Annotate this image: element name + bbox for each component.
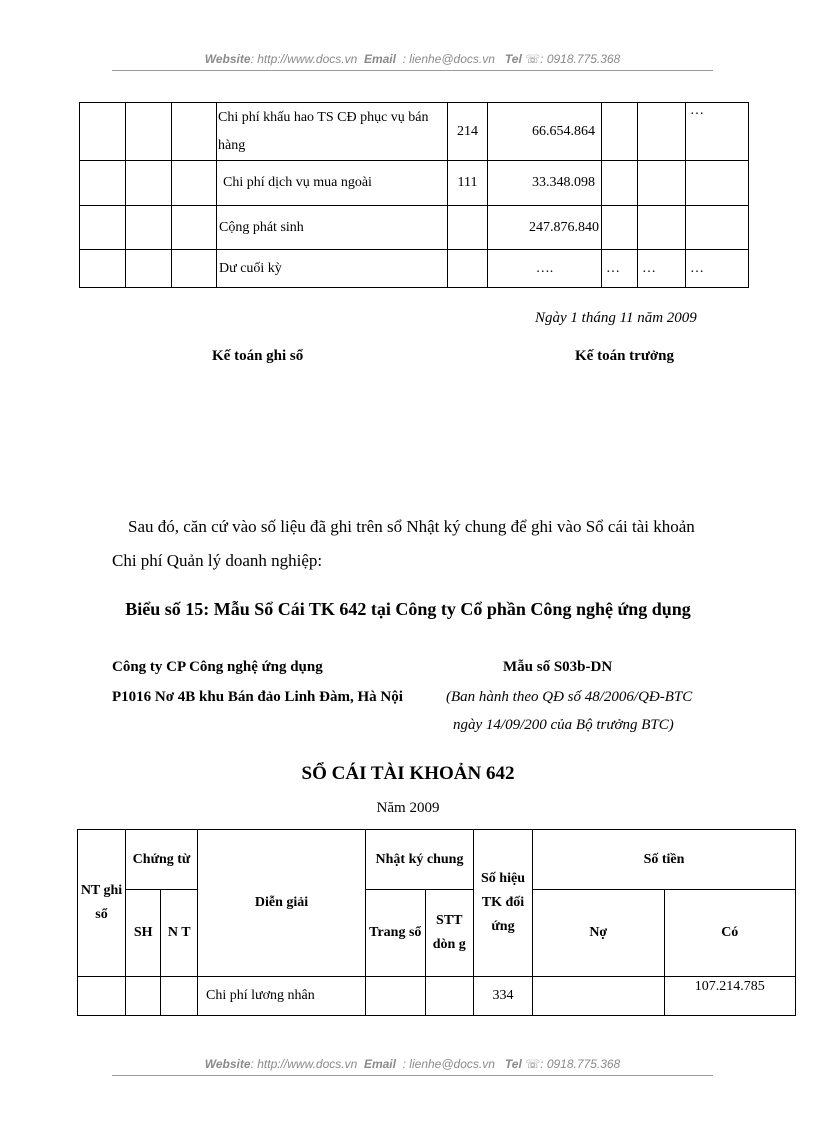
phone-icon: ☏ <box>525 52 541 66</box>
row-extra: … <box>602 250 638 288</box>
company-address: P1016 Nơ 4B khu Bán đảo Linh Đàm, Hà Nội <box>112 689 403 705</box>
table-row <box>80 103 749 161</box>
row-amount: 33.348.098 <box>488 161 602 206</box>
row-account <box>448 250 488 288</box>
form-number: Mẫu số S03b-DN <box>503 659 613 675</box>
row-extra: … <box>686 103 749 161</box>
col-nhat-ky-chung: Nhật ký chung <box>366 830 474 890</box>
website-value[interactable]: : http://www.docs.vn <box>250 52 358 66</box>
form-reference: (Ban hành theo QĐ số 48/2006/QĐ-BTC <box>446 689 693 705</box>
row-amount: 247.876.840 <box>488 206 602 250</box>
page-footer <box>112 1057 713 1071</box>
col-dien-giai: Diễn giải <box>198 830 366 977</box>
phone-icon: ☏ <box>525 1057 541 1071</box>
col-no: Nợ <box>533 890 665 977</box>
header-row <box>78 830 796 890</box>
footer-divider <box>112 1075 713 1076</box>
row-desc: Dư cuối kỳ <box>217 250 448 288</box>
tel-label: Tel <box>504 52 522 66</box>
email-label: Email <box>363 1057 396 1071</box>
email-value[interactable]: : lienhe@docs.vn <box>402 1057 495 1071</box>
row-debit <box>533 977 665 1016</box>
col-sh: SH <box>126 890 161 977</box>
email-label: Email <box>363 52 396 66</box>
row-desc: Cộng phát sinh <box>217 206 448 250</box>
signature-accountant: Kế toán ghi sổ <box>212 348 304 364</box>
table-row <box>80 250 749 288</box>
date-line: Ngày 1 tháng 11 năm 2009 <box>535 310 697 326</box>
row-account <box>448 206 488 250</box>
tel-value: : 0918.775.368 <box>540 1057 621 1071</box>
row-extra: … <box>638 250 686 288</box>
body-paragraph: Sau đó, căn cứ vào số liệu đã ghi trên sổ Nhật ký chung để ghi vào Sổ cái tài khoản Chi phí Quản lý doanh nghiệp: <box>112 517 695 570</box>
row-account: 334 <box>474 977 533 1016</box>
row-desc: Chi phí lương nhân <box>198 977 366 1016</box>
signature-chief-accountant: Kế toán trưởng <box>575 348 674 364</box>
col-so-tien: Số tiền <box>533 830 796 890</box>
email-value[interactable]: : lienhe@docs.vn <box>402 52 495 66</box>
col-stt-dong: STT dòn g <box>425 890 473 977</box>
tel-label: Tel <box>504 1057 522 1071</box>
website-value[interactable]: : http://www.docs.vn <box>250 1057 358 1071</box>
expense-table-continued <box>79 102 749 288</box>
row-extra: … <box>686 250 749 288</box>
table-row <box>80 206 749 250</box>
website-label: Website <box>204 1057 251 1071</box>
figure-caption: Biểu số 15: Mẫu Sổ Cái TK 642 tại Công ty Cổ phần Công nghệ ứng dụng <box>125 599 691 619</box>
form-reference-date: ngày 14/09/200 của Bộ trưởng BTC) <box>453 717 674 733</box>
company-name: Công ty CP Công nghệ ứng dụng <box>112 659 323 675</box>
ledger-year: Năm 2009 <box>376 800 440 816</box>
col-nt: N T <box>161 890 198 977</box>
website-label: Website <box>204 52 251 66</box>
row-amount: …. <box>488 250 602 288</box>
page-header <box>112 52 713 66</box>
table-row <box>80 161 749 206</box>
header-row <box>78 890 796 977</box>
table-row <box>78 977 796 1016</box>
col-co: Có <box>664 890 796 977</box>
row-desc: Chi phí dịch vụ mua ngoài <box>217 161 448 206</box>
row-account: 214 <box>448 103 488 161</box>
col-so-hieu: Số hiệu TK đối ứng <box>474 830 533 977</box>
ledger-title: SỔ CÁI TÀI KHOẢN 642 <box>301 763 515 784</box>
header-divider <box>112 70 713 71</box>
row-account: 111 <box>448 161 488 206</box>
row-credit: 107.214.785 <box>664 977 796 1016</box>
col-nt-ghi-so: NT ghi sổ <box>78 830 126 977</box>
row-amount: 66.654.864 <box>488 103 602 161</box>
col-chung-tu: Chứng từ <box>126 830 198 890</box>
tel-value: : 0918.775.368 <box>540 52 621 66</box>
ledger-table <box>77 829 796 1016</box>
row-desc: Chi phí khấu hao TS CĐ phục vụ bán hàng <box>217 103 448 161</box>
col-trang-so: Trang sổ <box>366 890 426 977</box>
